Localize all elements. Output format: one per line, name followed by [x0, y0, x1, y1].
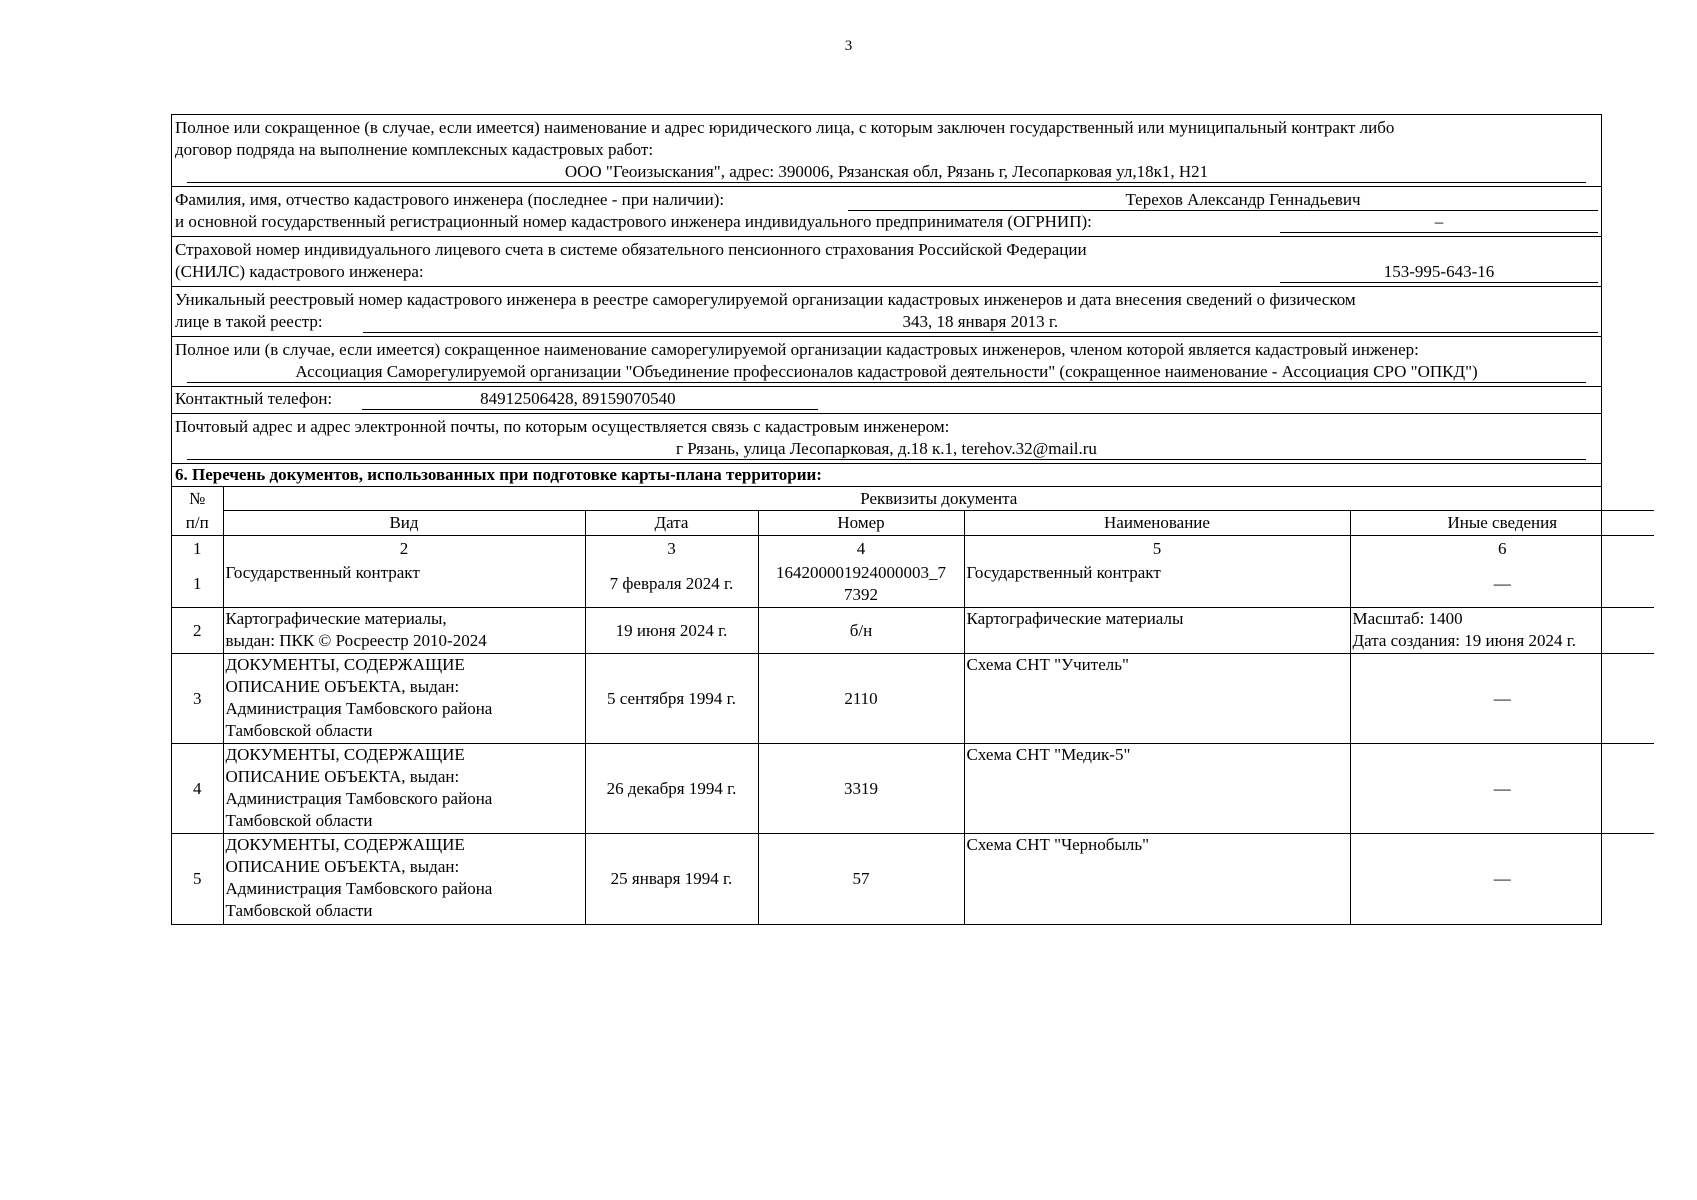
header-other: Иные сведения [1350, 511, 1654, 536]
row-number: 164200001924000003_7 7392 [758, 562, 964, 608]
row-other: — [1350, 654, 1654, 744]
header-num: № п/п [172, 487, 223, 536]
table-row [172, 562, 1654, 608]
registry-label-line1: Уникальный реестровый номер кадастрового инженера в реестре саморегулируемой организации кадастровых инженеров и дата внесения сведений о физическом [175, 290, 1356, 309]
sro-section [172, 337, 1601, 387]
engineer-name-label: Фамилия, имя, отчество кадастрового инженера (последнее - при наличии): [175, 190, 725, 209]
table-colnum-row [172, 536, 1654, 562]
row-name: Схема СНТ "Медик-5" [964, 744, 1350, 834]
document-frame [171, 114, 1602, 925]
colnum-6: 6 [1350, 536, 1654, 562]
snils-section [172, 237, 1601, 287]
row-kind: ДОКУМЕНТЫ, СОДЕРЖАЩИЕ ОПИСАНИЕ ОБЪЕКТА, выдан: Администрация Тамбовского района Тамбовской области [223, 654, 585, 744]
colnum-1: 1 [172, 536, 223, 562]
row-other: Масштаб: 1400 Дата создания: 19 июня 2024 г. [1350, 608, 1654, 654]
table-row [172, 744, 1654, 834]
row-date: 26 декабря 1994 г. [585, 744, 758, 834]
row-name: Схема СНТ "Чернобыль" [964, 834, 1350, 924]
row-num: 3 [172, 654, 223, 744]
row-number: 2110 [758, 654, 964, 744]
registry-label-line2: лице в такой реестр: [175, 312, 323, 331]
table-row [172, 834, 1654, 924]
row-num: 1 [172, 562, 223, 608]
colnum-5: 5 [964, 536, 1350, 562]
engineer-section [172, 187, 1601, 237]
ogrnip-label: и основной государственный регистрационный номер кадастрового инженера индивидуального предпринимателя (ОГРНИП): [175, 212, 1092, 231]
row-name: Картографические материалы [964, 608, 1350, 654]
header-name: Наименование [964, 511, 1350, 536]
colnum-2: 2 [223, 536, 585, 562]
row-kind: ДОКУМЕНТЫ, СОДЕРЖАЩИЕ ОПИСАНИЕ ОБЪЕКТА, выдан: Администрация Тамбовского района Тамбовской области [223, 834, 585, 924]
page-number: 3 [844, 38, 853, 54]
postal-label: Почтовый адрес и адрес электронной почты, по которым осуществляется связь с кадастровым инженером: [175, 417, 950, 436]
phone-value: 84912506428, 89159070540 [362, 388, 818, 410]
contractor-section [172, 115, 1601, 187]
row-num: 5 [172, 834, 223, 924]
row-other: — [1350, 834, 1654, 924]
row-number: б/н [758, 608, 964, 654]
row-name: Государственный контракт [964, 562, 1350, 608]
row-kind: ДОКУМЕНТЫ, СОДЕРЖАЩИЕ ОПИСАНИЕ ОБЪЕКТА, выдан: Администрация Тамбовского района Тамбовской области [223, 744, 585, 834]
registry-section [172, 287, 1601, 337]
snils-label-line1: Страховой номер индивидуального лицевого счета в системе обязательного пенсионного страхования Российской Федерации [175, 240, 1087, 259]
row-other: — [1350, 744, 1654, 834]
postal-section [172, 414, 1601, 464]
row-name: Схема СНТ "Учитель" [964, 654, 1350, 744]
colnum-3: 3 [585, 536, 758, 562]
snils-label-line2: (СНИЛС) кадастрового инженера: [175, 262, 424, 281]
engineer-name-value: Терехов Александр Геннадьевич [848, 189, 1598, 211]
table-row [172, 654, 1654, 744]
phone-label: Контактный телефон: [175, 389, 333, 408]
row-num: 4 [172, 744, 223, 834]
table-row [172, 608, 1654, 654]
row-date: 19 июня 2024 г. [585, 608, 758, 654]
snils-value: 153-995-643-16 [1280, 261, 1598, 283]
header-date: Дата [585, 511, 758, 536]
header-group: Реквизиты документа [223, 487, 1654, 511]
row-date: 25 января 1994 г. [585, 834, 758, 924]
row-date: 5 сентября 1994 г. [585, 654, 758, 744]
row-number: 57 [758, 834, 964, 924]
table-header-row [172, 487, 1654, 511]
registry-value: 343, 18 января 2013 г. [363, 311, 1598, 333]
header-number: Номер [758, 511, 964, 536]
row-num: 2 [172, 608, 223, 654]
documents-table [172, 487, 1654, 924]
colnum-4: 4 [758, 536, 964, 562]
table-subheader-row [172, 511, 1654, 536]
row-date: 7 февраля 2024 г. [585, 562, 758, 608]
header-kind: Вид [223, 511, 585, 536]
row-kind: Государственный контракт [223, 562, 585, 608]
postal-value: г Рязань, улица Лесопарковая, д.18 к.1, terehov.32@mail.ru [187, 438, 1586, 460]
sro-label: Полное или (в случае, если имеется) сокращенное наименование саморегулируемой организации кадастровых инженеров, членом которой является кадастровый инженер: [175, 340, 1419, 359]
row-other: — [1350, 562, 1654, 608]
contractor-label-line1: Полное или сокращенное (в случае, если имеется) наименование и адрес юридического лица, с которым заключен государственный или муниципальный контракт либо [175, 118, 1395, 137]
sro-value: Ассоциация Саморегулируемой организации "Объединение профессионалов кадастровой деятельности" (сокращенное наименование - Ассоциация СРО "ОПКД") [187, 361, 1586, 383]
row-number: 3319 [758, 744, 964, 834]
row-kind: Картографические материалы, выдан: ПКК © Росреестр 2010-2024 [223, 608, 585, 654]
contractor-label-line2: договор подряда на выполнение комплексных кадастровых работ: [175, 140, 654, 159]
contractor-value: ООО "Геоизыскания", адрес: 390006, Рязанская обл, Рязань г, Лесопарковая ул,18к1, Н21 [187, 161, 1586, 183]
phone-section [172, 387, 1601, 414]
documents-title: 6. Перечень документов, использованных при подготовке карты-плана территории: [172, 464, 1601, 487]
ogrnip-value: – [1280, 211, 1598, 233]
